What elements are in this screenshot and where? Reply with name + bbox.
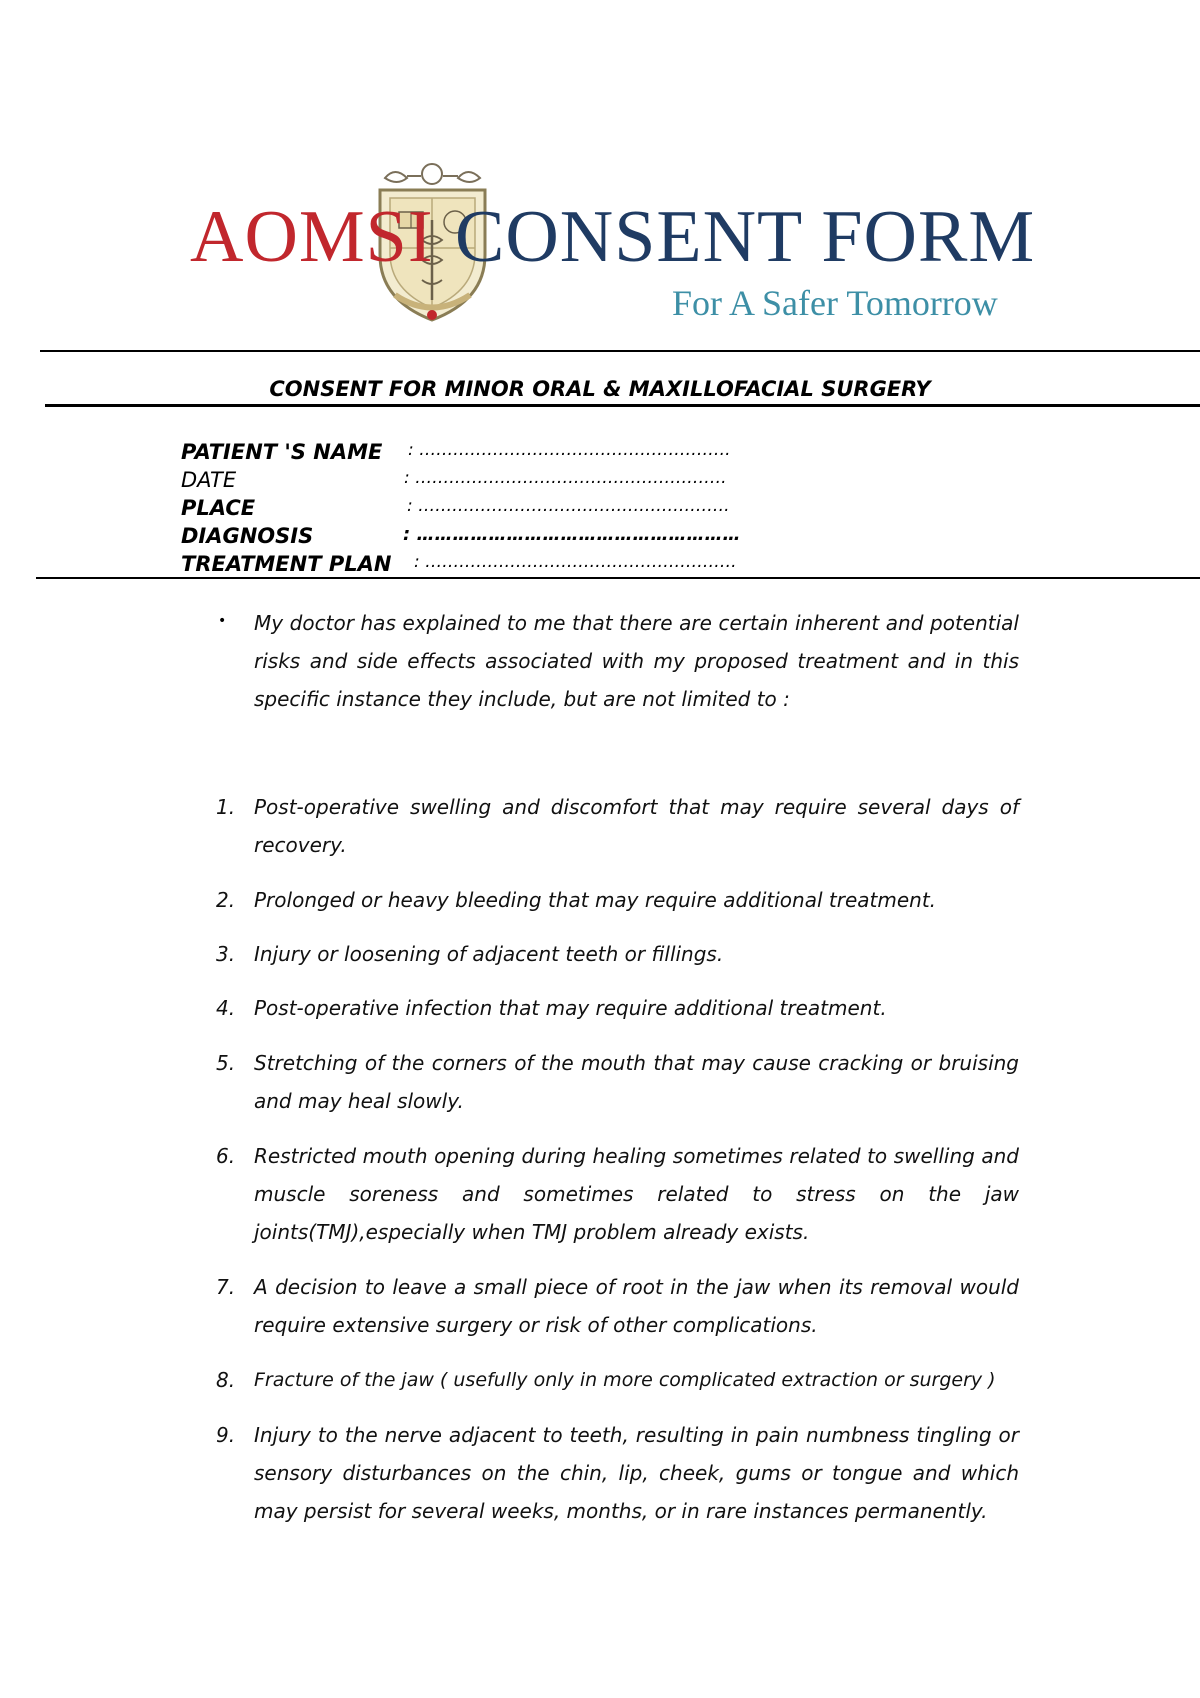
- brand-consent-form: CONSENT FORM: [455, 196, 1036, 278]
- list-item: Fracture of the jaw ( usefully only in more complicated extraction or surgery ): [254, 1369, 996, 1391]
- list-item-number: 8.: [216, 1368, 236, 1392]
- list-item: A decision to leave a small piece of root in the jaw when its removal would require extensive surgery or risk of other complications.: [254, 1275, 1019, 1337]
- field-label: TREATMENT PLAN: [181, 552, 392, 576]
- divider-top: [40, 350, 1200, 352]
- field-label: PLACE: [181, 496, 256, 520]
- list-item-number: 4.: [216, 996, 236, 1020]
- field-label: DATE: [181, 468, 237, 492]
- list-item: Stretching of the corners of the mouth that may cause cracking or bruising and may heal slowly.: [254, 1051, 1019, 1113]
- list-item: Post-operative swelling and discomfort that may require several days of recovery.: [254, 795, 1019, 857]
- list-item-number: 3.: [216, 942, 236, 966]
- list-item-number: 5.: [216, 1051, 236, 1075]
- field-label: DIAGNOSIS: [181, 524, 314, 548]
- intro-paragraph: My doctor has explained to me that there are certain inherent and potential risks and side effects associated with my proposed treatment and in this specific instance they include, but are not limited to :: [254, 611, 1019, 711]
- form-title: CONSENT FOR MINOR ORAL & MAXILLOFACIAL SURGERY: [269, 377, 931, 401]
- list-item: Injury to the nerve adjacent to teeth, resulting in pain numbness tingling or sensory disturbances on the chin, lip, cheek, gums or tongue and which may persist for several weeks, months, or in rare instances permanently.: [254, 1423, 1019, 1523]
- field-value[interactable]: : ……………………………………………….: [407, 496, 730, 516]
- list-item: Injury or loosening of adjacent teeth or fillings.: [254, 942, 724, 966]
- brand-tagline: For A Safer Tomorrow: [672, 283, 998, 323]
- list-item-number: 7.: [216, 1275, 236, 1299]
- divider-fields: [36, 577, 1200, 579]
- bullet-icon: •: [218, 613, 227, 629]
- field-value[interactable]: : ………………………………………………: [403, 524, 741, 545]
- field-value[interactable]: : ……………………………………………….: [414, 552, 737, 572]
- header-logo: [190, 160, 1036, 335]
- list-item-number: 9.: [216, 1423, 236, 1447]
- field-value[interactable]: : ……………………………………………….: [408, 440, 731, 460]
- field-label: PATIENT 'S NAME: [181, 440, 383, 464]
- list-item: Restricted mouth opening during healing sometimes related to swelling and muscle soreness and sometimes related to stress on the jaw joints(TMJ),especially when TMJ problem already exists.: [254, 1144, 1019, 1244]
- list-item-number: 6.: [216, 1144, 236, 1168]
- field-value[interactable]: : ……………………………………………….: [404, 468, 727, 488]
- list-item: Post-operative infection that may require additional treatment.: [254, 996, 887, 1020]
- divider-title: [45, 404, 1200, 407]
- list-item-number: 2.: [216, 888, 236, 912]
- brand-aomsi: AOMSI: [190, 196, 434, 278]
- list-item-number: 1.: [216, 795, 236, 819]
- list-item: Prolonged or heavy bleeding that may require additional treatment.: [254, 888, 937, 912]
